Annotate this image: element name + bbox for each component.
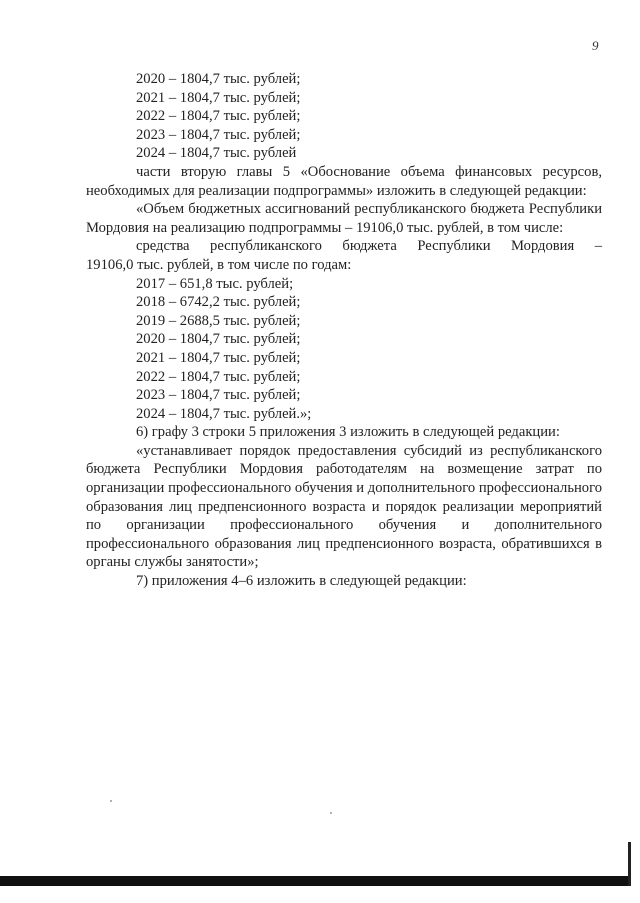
year-line: 2024 – 1804,7 тыс. рублей — [136, 145, 297, 162]
year-line: 2022 – 1804,7 тыс. рублей; — [136, 108, 301, 125]
document-body — [86, 70, 602, 591]
word: средства — [136, 238, 190, 255]
word: – — [594, 238, 602, 255]
paragraph-funds-continuation: 19106,0 тыс. рублей, в том числе по годам: — [86, 256, 352, 273]
year-line: 2017 – 651,8 тыс. рублей; — [136, 275, 294, 292]
scan-edge-line — [628, 842, 631, 886]
year-line: 2020 – 1804,7 тыс. рублей; — [136, 71, 301, 87]
year-line: 2021 – 1804,7 тыс. рублей; — [136, 89, 301, 106]
page-number: 9 — [592, 38, 599, 53]
year-line: 2023 – 1804,7 тыс. рублей; — [136, 387, 301, 404]
paragraph-funds-line — [86, 237, 602, 256]
word: Республики — [417, 238, 491, 255]
scan-speck — [330, 812, 332, 814]
word: республиканского — [210, 238, 322, 255]
paragraph-quote: «устанавливает порядок предоставления субсидий из республиканского бюджета Республики Мордовия работодателям на возмещение затрат по организации профессионального обучения и дополнительного профессионального образования лиц предпенсионного возраста и порядок реализации мероприятий по организации профессионального обучения и дополнительного профессионального образования лиц предпенсионного возраста, обратившихся в органы службы занятости»; — [86, 442, 602, 571]
word: Мордовия — [511, 238, 575, 255]
year-line: 2023 – 1804,7 тыс. рублей; — [136, 126, 301, 143]
paragraph-item-6: 6) графу 3 строки 5 приложения 3 изложить в следующей редакции: — [136, 424, 560, 441]
scan-bottom-bar — [0, 876, 628, 886]
paragraph-item-7: 7) приложения 4–6 изложить в следующей редакции: — [136, 573, 467, 590]
scan-speck — [110, 800, 112, 802]
year-line: 2019 – 2688,5 тыс. рублей; — [136, 312, 301, 329]
paragraph-budget-volume: «Объем бюджетных ассигнований республиканского бюджета Республики Мордовия на реализацию подпрограммы – 19106,0 тыс. рублей, в том числе: — [86, 201, 602, 236]
year-line: 2018 – 6742,2 тыс. рублей; — [136, 294, 301, 311]
year-line: 2022 – 1804,7 тыс. рублей; — [136, 368, 301, 385]
year-line: 2020 – 1804,7 тыс. рублей; — [136, 331, 301, 348]
word: бюджета — [342, 238, 397, 255]
year-line: 2021 – 1804,7 тыс. рублей; — [136, 349, 301, 366]
year-line: 2024 – 1804,7 тыс. рублей.»; — [136, 405, 312, 422]
paragraph-chapter5: части вторую главы 5 «Обоснование объема финансовых ресурсов, необходимых для реализации подпрограммы» изложить в следующей редакции: — [86, 163, 602, 199]
